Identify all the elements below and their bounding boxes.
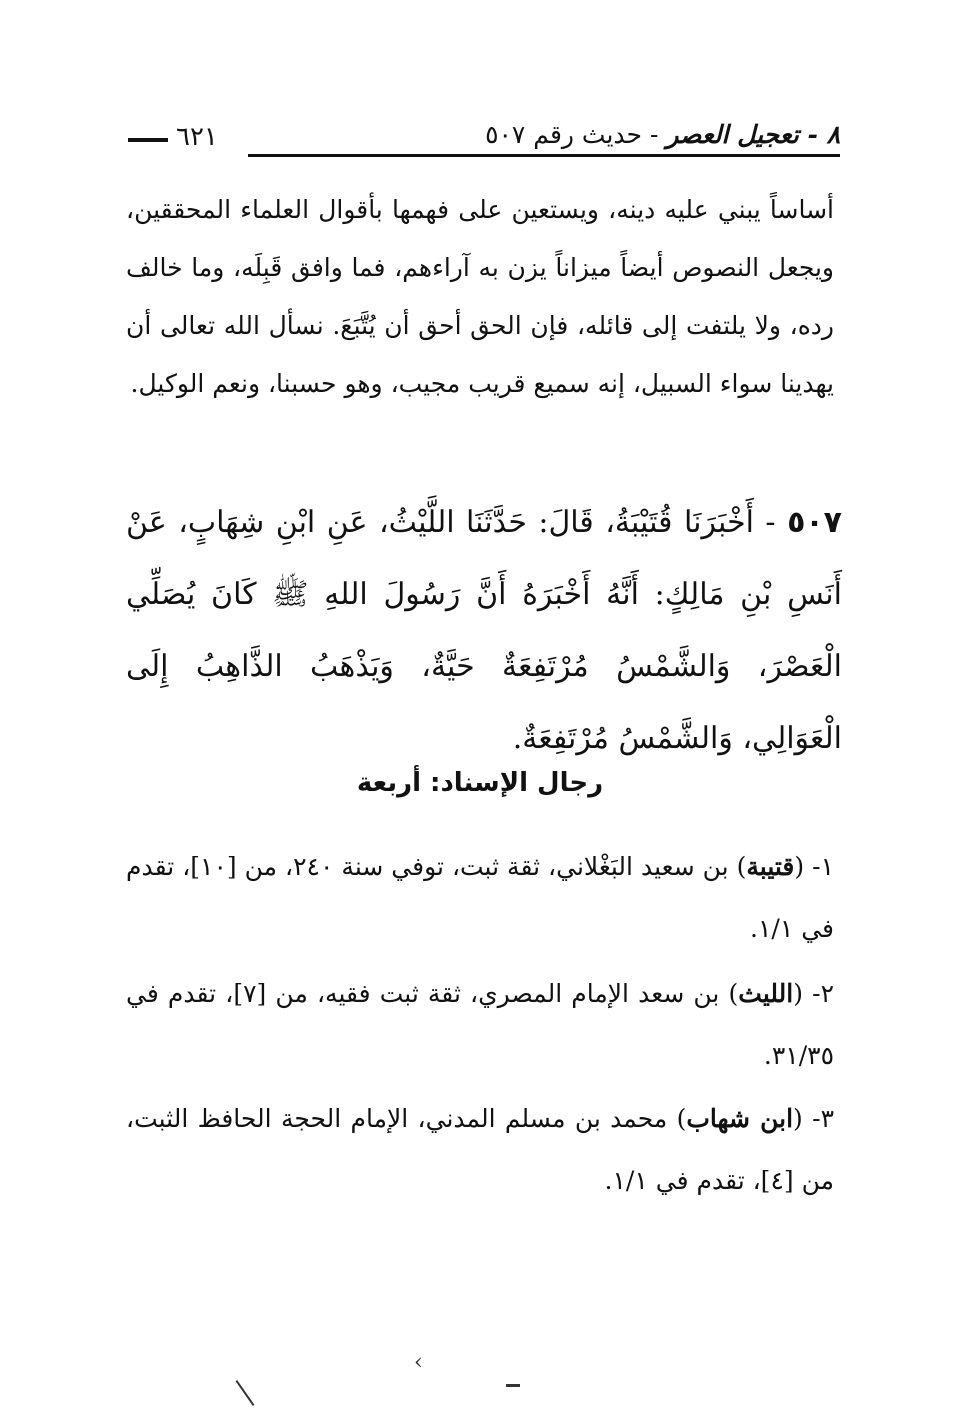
- narrator-entry: [126, 1088, 834, 1212]
- narrator-entry: [126, 836, 834, 960]
- narrator-details: ) محمد بن مسلم المدني، الإمام الحجة الحافظ الثبت، من [٤]، تقدم في ١/١.: [126, 1104, 834, 1195]
- hadith-body: - أَخْبَرَنَا قُتَيْبَةُ، قَالَ: حَدَّثَنَا اللَّيْثُ، عَنِ ابْنِ شِهَابٍ، عَنْ أَنَسِ بْنِ مَالِكٍ: أَنَّهُ أَخْبَرَهُ أَنَّ رَسُولَ اللهِ ﷺ كَانَ يُصَلِّي الْعَصْرَ، وَالشَّمْسُ مُرْتَفِعَةٌ حَيَّةٌ، وَيَذْهَبُ الذَّاهِبُ إِلَى الْعَوَالِي، وَالشَّمْسُ مُرْتَفِعَةٌ.: [126, 505, 842, 756]
- narrator-name: ابن شهاب: [686, 1104, 794, 1133]
- narrator-entry: [126, 963, 834, 1087]
- scan-mark: [506, 1384, 520, 1387]
- scan-mark: ‹: [414, 1350, 423, 1375]
- narrator-name: الليث: [738, 979, 794, 1008]
- narrator-prefix: ٢- (: [793, 979, 834, 1008]
- page-number-dash: [128, 138, 168, 142]
- narrator-details: ) بن سعيد البَغْلاني، ثقة ثبت، توفي سنة ٢٤٠، من [١٠]، تقدم في ١/١.: [126, 852, 834, 943]
- narrator-details: ) بن سعد الإمام المصري، ثقة ثبت فقيه، من [٧]، تقدم في ٣١/٣٥.: [126, 979, 834, 1070]
- scan-mark: [236, 1380, 255, 1406]
- hadith-number: ٥٠٧: [787, 505, 842, 540]
- running-head-title: [485, 120, 840, 149]
- chapter-title: ٨ - تعجيل العصر: [666, 120, 840, 149]
- narrator-prefix: ٣- (: [793, 1104, 834, 1133]
- narrator-name: قتيبة: [746, 852, 795, 881]
- hadith-text: [126, 487, 842, 775]
- page-number: ٦٢١: [176, 122, 218, 152]
- header-rule: [248, 154, 840, 157]
- narrator-prefix: ١- (: [794, 852, 835, 881]
- hadith-reference: - حديث رقم ٥٠٧: [485, 120, 667, 149]
- intro-paragraph: أساساً يبني عليه دينه، ويستعين على فهمها بأقوال العلماء المحققين، ويجعل النصوص أيضاً ميزاناً يزن به آراءهم، فما وافق قَبِلَه، وما خالف رده، ولا يلتفت إلى قائله، فإن الحق أحق أن يُتَّبَعَ. نسأل الله تعالى أن يهدينا سواء السبيل، إنه سميع قريب مجيب، وهو حسبنا، ونعم الوكيل.: [126, 195, 834, 398]
- running-head: [128, 118, 840, 162]
- section-title: رجال الإسناد: أربعة: [356, 768, 604, 798]
